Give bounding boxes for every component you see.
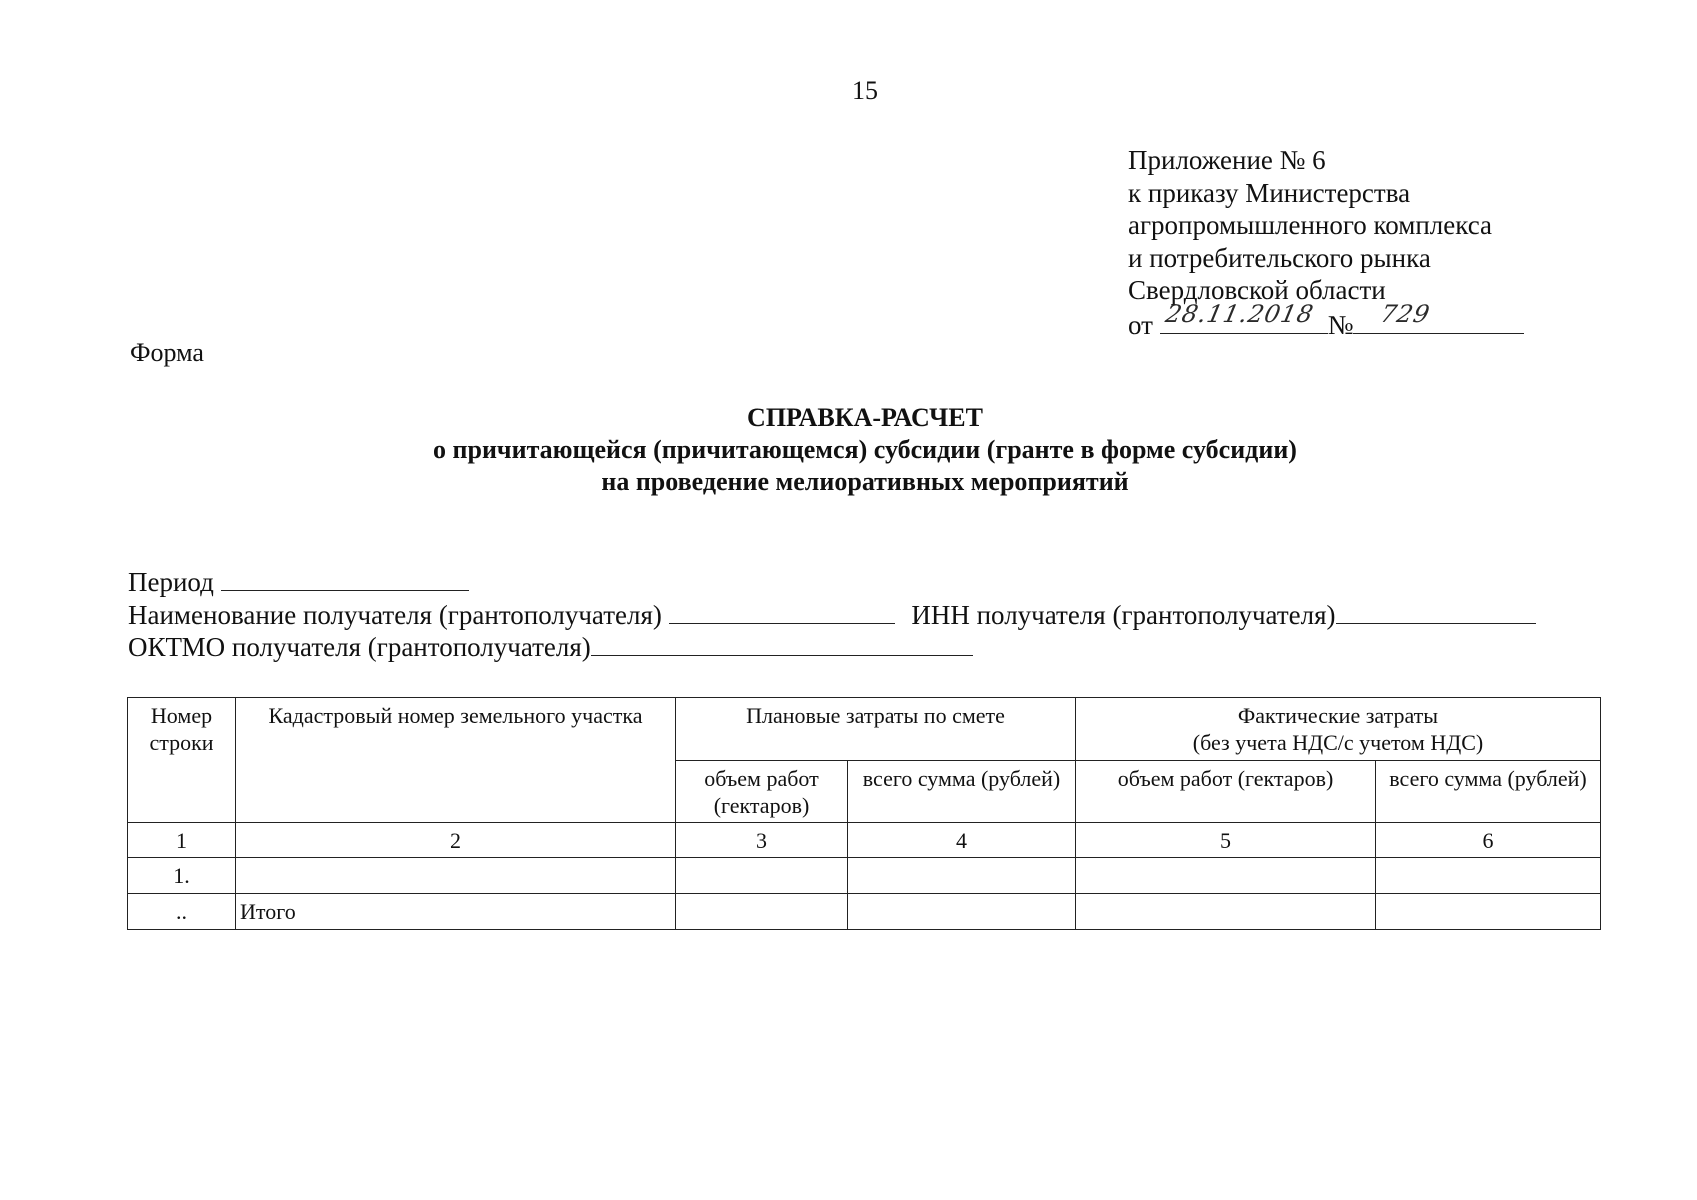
recipient-oktmo-label: ОКТМО получателя (грантополучателя): [128, 632, 591, 662]
table-cell: 1.: [128, 858, 236, 894]
table-cell[interactable]: [236, 858, 676, 894]
handwritten-number: 729: [1378, 300, 1434, 328]
header-row-number: Номер строки: [128, 698, 236, 823]
column-number-cell: 5: [1076, 823, 1376, 858]
document-title: [0, 402, 1697, 498]
appendix-line: агропромышленного комплекса: [1128, 210, 1492, 240]
recipient-name-label: Наименование получателя (грантополучателя): [128, 599, 662, 630]
handwritten-date: 28.11.2018: [1162, 300, 1317, 328]
column-number-cell: 4: [848, 823, 1076, 858]
table-row: [128, 858, 1601, 894]
table-cell[interactable]: [848, 894, 1076, 930]
column-number-row: [128, 823, 1601, 858]
table-cell[interactable]: [1376, 858, 1601, 894]
header-planned-sum: всего сумма (рублей): [848, 761, 1076, 823]
appendix-block: [1128, 144, 1524, 341]
column-number-cell: 2: [236, 823, 676, 858]
form-fields: [128, 566, 1536, 664]
number-prefix: №: [1327, 309, 1354, 340]
table-header-row: [128, 698, 1601, 761]
table-cell[interactable]: [1376, 894, 1601, 930]
title-line-3: на проведение мелиоративных мероприятий: [601, 467, 1129, 496]
appendix-line: Свердловской области: [1128, 275, 1386, 305]
table-cell: ..: [128, 894, 236, 930]
table-cell[interactable]: [676, 894, 848, 930]
header-actual-line-2: (без учета НДС/с учетом НДС): [1192, 730, 1484, 755]
appendix-line: Приложение № 6: [1128, 145, 1326, 175]
column-number-cell: 1: [128, 823, 236, 858]
order-number-field: [1353, 300, 1524, 334]
table-cell[interactable]: [848, 858, 1076, 894]
header-actual-sum: всего сумма (рублей): [1376, 761, 1601, 823]
header-actual-costs: [1076, 698, 1601, 761]
recipient-inn-label: ИНН получателя (грантополучателя): [911, 599, 1336, 630]
recipient-name-input[interactable]: [669, 601, 895, 624]
table-row-total: [128, 894, 1601, 930]
table-cell[interactable]: [676, 858, 848, 894]
header-planned-costs: Плановые затраты по смете: [676, 698, 1076, 761]
period-input[interactable]: [221, 568, 469, 591]
calculation-table: [127, 697, 1601, 930]
form-label: Форма: [130, 338, 204, 367]
order-date-number-line: [1128, 300, 1524, 342]
header-planned-volume: объем работ (гектаров): [676, 761, 848, 823]
header-actual-volume: объем работ (гектаров): [1076, 761, 1376, 823]
recipient-oktmo-input[interactable]: [591, 633, 973, 656]
order-date-field: [1160, 300, 1328, 334]
column-number-cell: 3: [676, 823, 848, 858]
date-prefix: от: [1128, 309, 1153, 340]
table-cell[interactable]: [1076, 894, 1376, 930]
title-line-1: СПРАВКА-РАСЧЕТ: [747, 403, 983, 432]
header-cadastral-number: Кадастровый номер земельного участка: [236, 698, 676, 823]
period-row: [128, 566, 1536, 599]
appendix-line: и потребительского рынка: [1128, 242, 1431, 273]
title-line-2: о причитающейся (причитающемся) субсидии (гранте в форме субсидии): [433, 435, 1297, 464]
recipient-row: [128, 599, 1536, 632]
period-label: Период: [128, 567, 214, 597]
total-label: Итого: [236, 894, 676, 930]
page-number: 15: [852, 76, 878, 105]
column-number-cell: 6: [1376, 823, 1601, 858]
recipient-inn-input[interactable]: [1336, 601, 1536, 624]
header-actual-line-1: Фактические затраты: [1237, 703, 1439, 728]
table-cell[interactable]: [1076, 858, 1376, 894]
appendix-line: к приказу Министерства: [1128, 177, 1411, 208]
oktmo-row: [128, 631, 1536, 664]
